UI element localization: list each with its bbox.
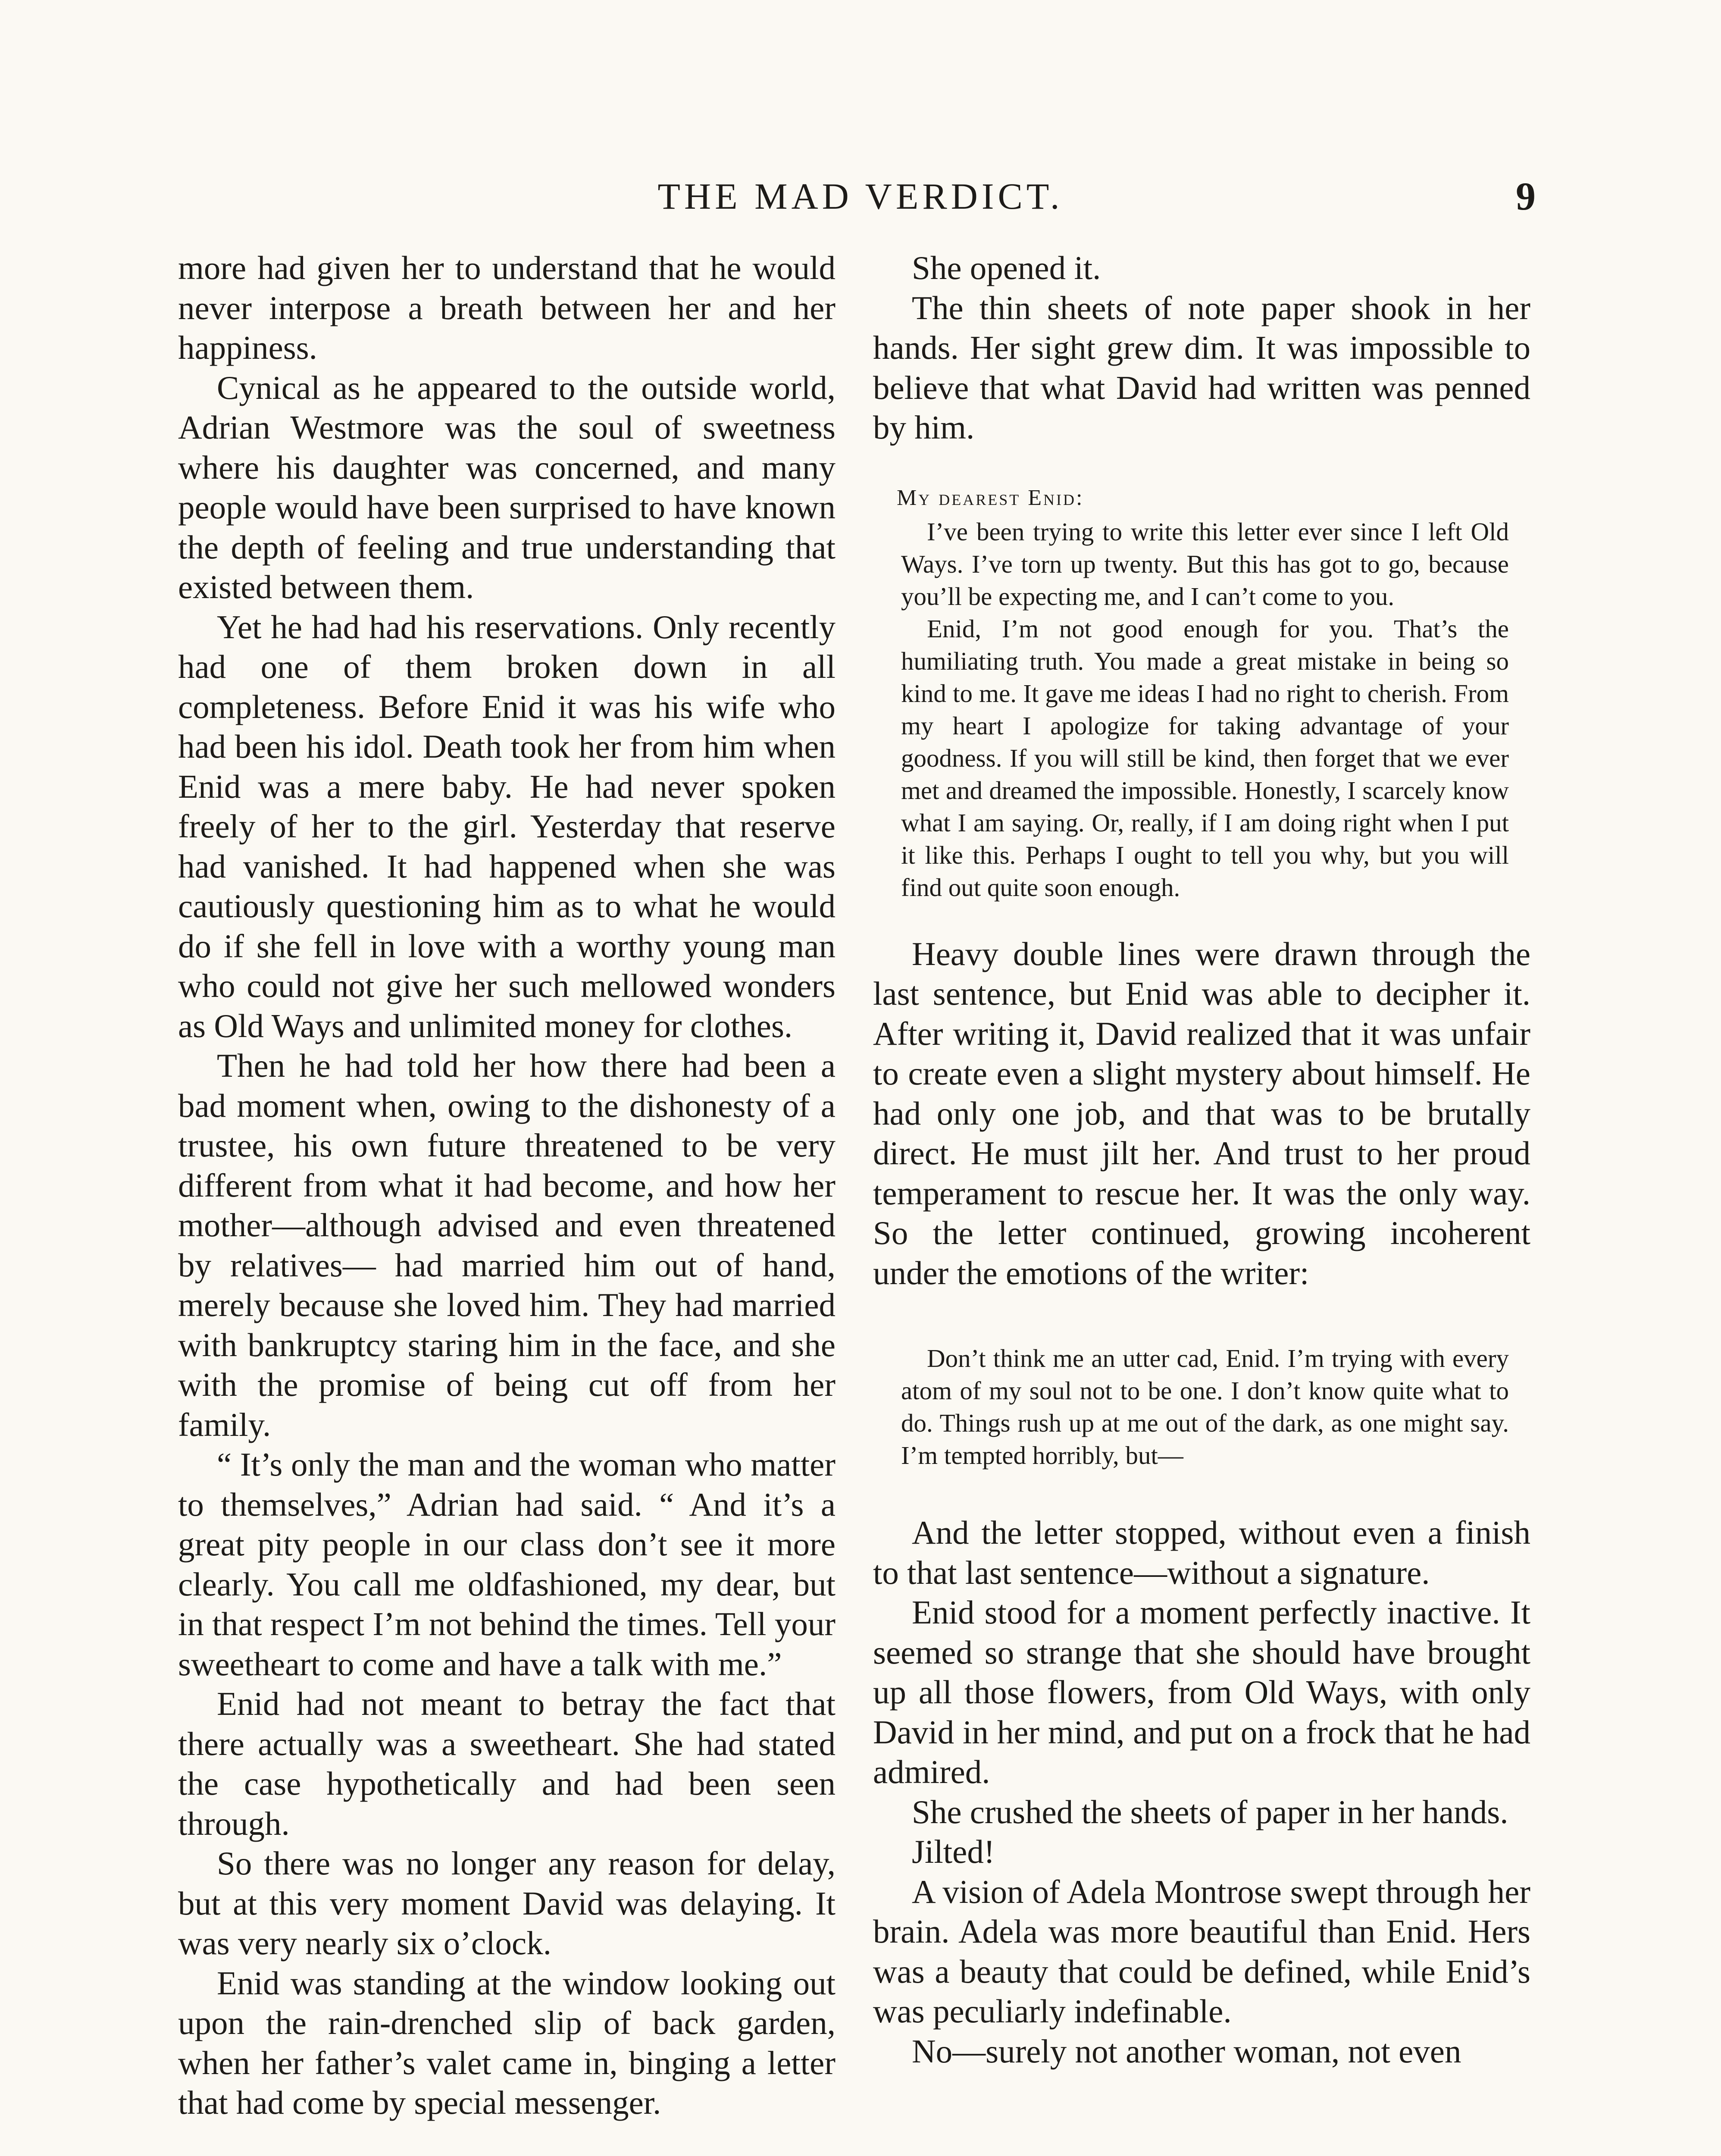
letter-salutation: My dearest Enid: — [897, 485, 1084, 510]
body-paragraph: Yet he had had his reservations. Only recently had one of them broken down in all completeness. Before Enid it was his wife who had been his idol. Death took her from him when Enid was a mere baby. He had never spoken freely of her to the girl. Yesterday that reserve had vanished. It had happened when she was cautiously questioning him as to what he would do if she fell in love with a worthy young man who could not give her such mellowed wonders as Old Ways and unlimited money for clothes. — [178, 608, 835, 1044]
body-paragraph: No—surely not another woman, not even — [912, 2032, 1461, 2070]
body-paragraph: “ It’s only the man and the woman who matter to themselves,” Adrian had said. “ And it’s a great pity people in our class don’t see it more clearly. You call me oldfashioned, my dear, but in that respect I’m not behind the times. Tell your sweetheart to come and have a talk with me.” — [178, 1446, 835, 1683]
body-paragraph: So there was no longer any reason for delay, but at this very moment David was delaying. It was very nearly six o’clock. — [178, 1845, 835, 1962]
body-paragraph: Jilted! — [912, 1833, 995, 1870]
body-paragraph: She opened it. — [912, 249, 1101, 286]
letter-paragraph: Enid, I’m not good enough for you. That’s the humiliating truth. You made a great mistake in being so kind to me. It gave me ideas I had no right to cherish. From my heart I apologize for taking advantage of your goodness. If you will still be kind, then forget that we ever met and dreamed the impossible. Honestly, I scarcely know what I am saying. Or, really, if I am doing right when I put it like this. Perhaps I ought to tell you why, but you will find out quite soon enough. — [901, 614, 1509, 902]
body-paragraph: And the letter stopped, without even a finish to that last sentence—without a signature. — [873, 1514, 1530, 1591]
right-column — [873, 248, 1530, 2071]
body-paragraph: Enid had not meant to betray the fact that there actually was a sweetheart. She had stated the case hypothetically and had been seen through. — [178, 1685, 835, 1842]
letter-excerpt-continued — [873, 1342, 1530, 1472]
body-paragraph: Enid stood for a moment perfectly inactive. It seemed so strange that she should have brought up all those flowers, from Old Ways, with only David in her mind, and put on a frock that he had admired. — [873, 1594, 1530, 1790]
body-paragraph: Then he had told her how there had been a bad moment when, owing to the dishonesty of a trustee, his own future threatened to be very different from what it had become, and how her mother—although advised and even threatened by relatives— had married him out of hand, merely because she loved him. They had married with bankruptcy staring him in the face, and she with the promise of being cut off from her family. — [178, 1047, 835, 1443]
body-paragraph: Enid was standing at the window looking out upon the rain-drenched slip of back garden, when her father’s valet came in, binging a letter that had come by special messenger. — [178, 1964, 835, 2121]
body-paragraph: A vision of Adela Montrose swept through her brain. Adela was more beautiful than Enid. Hers was a beauty that could be defined, while Enid’s was peculiarly indefinable. — [873, 1873, 1530, 2030]
running-title: THE MAD VERDICT. — [657, 175, 1064, 217]
body-paragraph: The thin sheets of note paper shook in her hands. Her sight grew dim. It was impossible to believe that what David had written was penned by him. — [873, 289, 1530, 446]
body-paragraph: more had given her to understand that he would never interpose a breath between her and her happiness. — [178, 249, 835, 366]
letter-paragraph: Don’t think me an utter cad, Enid. I’m trying with every atom of my soul not to be one. I don’t know quite what to do. Things rush up at me out of the dark, as one might say. I’m tempted horribly, but— — [901, 1344, 1509, 1470]
page-number: 9 — [1516, 174, 1536, 218]
running-head — [0, 170, 1721, 222]
letter-paragraph: I’ve been trying to write this letter ever since I left Old Ways. I’ve torn up twenty. But this has got to go, because you’ll be expecting me, and I can’t come to you. — [901, 517, 1509, 611]
letter-excerpt — [873, 482, 1530, 904]
left-column — [178, 248, 835, 2123]
body-paragraph: Heavy double lines were drawn through the last sentence, but Enid was able to decipher it. After writing it, David realized that it was unfair to create even a slight mystery about himself. He had only one job, and that was to be brutally direct. He must jilt her. And trust to her proud temperament to rescue her. It was the only way. So the letter continued, growing incoherent under the emotions of the writer: — [873, 935, 1530, 1291]
body-paragraph: She crushed the sheets of paper in her hands. — [912, 1793, 1508, 1830]
body-paragraph: Cynical as he appeared to the outside world, Adrian Westmore was the soul of sweetness where his daughter was concerned, and many people would have been surprised to have known the depth of feeling and true understanding that existed between them. — [178, 369, 835, 605]
